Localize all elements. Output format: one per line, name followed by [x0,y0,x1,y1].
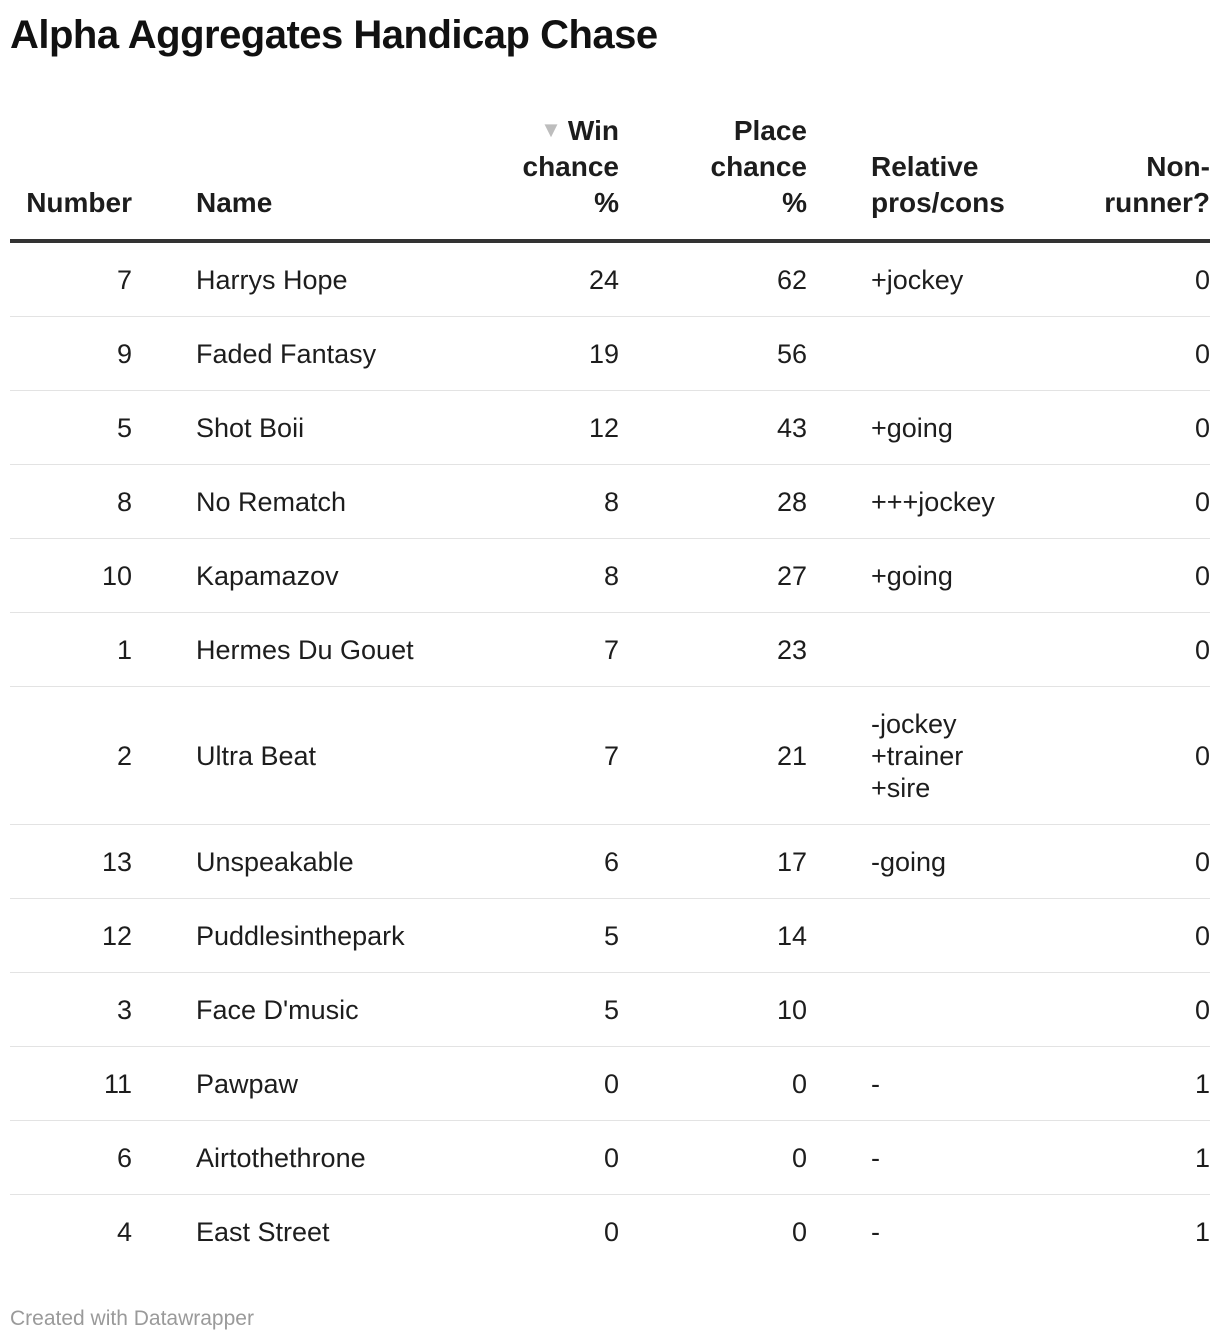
header-win-line-3: % [594,187,619,218]
cell-relative [807,317,1053,391]
cell-win-chance: 7 [496,687,619,825]
cell-name: Shot Boii [196,391,496,465]
cell-name: Face D'music [196,973,496,1047]
cell-non-runner: 0 [1053,465,1210,539]
cell-place-chance: 0 [619,1047,807,1121]
header-win-line-1: Win [567,115,619,146]
header-nr-line-2: runner? [1104,187,1210,218]
cell-number: 5 [10,391,132,465]
table-row [10,317,1210,391]
cell-non-runner: 0 [1053,973,1210,1047]
cell-non-runner: 0 [1053,687,1210,825]
table-row [10,539,1210,613]
cell-name: No Rematch [196,465,496,539]
cell-name: Harrys Hope [196,241,496,317]
table-row [10,825,1210,899]
cell-win-chance: 5 [496,973,619,1047]
cell-non-runner: 1 [1053,1121,1210,1195]
cell-non-runner: 0 [1053,539,1210,613]
header-rel-line-1: Relative [871,151,979,182]
header-place-chance[interactable] [619,112,807,241]
cell-win-chance: 8 [496,465,619,539]
table-row [10,687,1210,825]
cell-relative [807,899,1053,973]
attribution-footer: Created with Datawrapper [10,1307,254,1330]
cell-name: Unspeakable [196,825,496,899]
cell-name: Ultra Beat [196,687,496,825]
cell-number: 1 [10,613,132,687]
cell-relative: - [807,1047,1053,1121]
cell-non-runner: 0 [1053,241,1210,317]
cell-relative: +jockey [807,241,1053,317]
cell-relative: - [871,1216,880,1247]
header-name[interactable]: Name [196,112,496,241]
cell-win-chance: 7 [496,613,619,687]
cell-place-chance: 43 [619,391,807,465]
cell-place-chance: 14 [619,899,807,973]
cell-win-chance: 6 [496,825,619,899]
cell-name: Pawpaw [196,1047,496,1121]
header-number[interactable]: Number [10,112,132,241]
cell-relative: -going [807,825,1053,899]
cell-number: 10 [10,539,132,613]
cell-relative: - [807,1121,1053,1195]
cell-spacer [132,1121,196,1195]
cell-spacer [132,687,196,825]
cell-spacer [132,1047,196,1121]
cell-relative: +going [807,391,1053,465]
cell-number: 11 [10,1047,132,1121]
header-win-chance[interactable] [496,112,619,241]
chart-title: Alpha Aggregates Handicap Chase [10,13,658,57]
cell-relative [807,613,1053,687]
sort-descending-icon: ▼ [540,117,562,142]
cell-spacer [132,613,196,687]
cell-win-chance: 0 [603,1216,619,1247]
header-rel-line-2: pros/cons [871,187,1005,218]
header-place-line-2: chance [710,151,807,182]
cell-name: Hermes Du Gouet [196,613,496,687]
cell-spacer [132,973,196,1047]
cell-non-runner: 0 [1053,391,1210,465]
cell-non-runner: 0 [1053,317,1210,391]
cell-spacer [132,465,196,539]
cell-name: Puddlesinthepark [196,899,496,973]
table-row [10,1195,1210,1269]
header-spacer [132,112,196,241]
cell-number: 3 [10,973,132,1047]
cell-place-chance: 62 [619,241,807,317]
table-row [10,973,1210,1047]
header-nr-line-1: Non- [1146,151,1210,182]
cell-place-chance: 27 [619,539,807,613]
cell-number: 8 [10,465,132,539]
cell-non-runner: 1 [1194,1216,1210,1247]
cell-place-chance: 17 [619,825,807,899]
header-non-runner[interactable] [1053,112,1210,241]
cell-number: 13 [10,825,132,899]
cell-win-chance: 8 [496,539,619,613]
header-win-line-2: chance [522,151,619,182]
cell-relative: +going [807,539,1053,613]
cell-number: 4 [116,1216,132,1247]
cell-spacer [132,825,196,899]
table-row [10,465,1210,539]
cell-place-chance: 56 [619,317,807,391]
cell-name: Faded Fantasy [196,317,496,391]
table-row [10,899,1210,973]
results-table [10,112,1210,1268]
cell-win-chance: 0 [496,1121,619,1195]
cell-number: 7 [10,241,132,317]
table-row [10,1121,1210,1195]
cell-spacer [132,391,196,465]
cell-place-chance: 21 [619,687,807,825]
cell-win-chance: 12 [496,391,619,465]
cell-non-runner: 0 [1053,825,1210,899]
cell-spacer [132,241,196,317]
cell-non-runner: 1 [1053,1047,1210,1121]
table-row [10,241,1210,317]
cell-spacer [132,1195,196,1269]
cell-name: East Street [196,1216,330,1247]
cell-number: 12 [10,899,132,973]
cell-spacer [132,317,196,391]
cell-spacer [132,539,196,613]
table-row [10,1047,1210,1121]
cell-win-chance: 5 [496,899,619,973]
header-row [10,112,1210,241]
header-place-line-1: Place [733,115,807,146]
table-row [10,391,1210,465]
cell-non-runner: 0 [1053,613,1210,687]
cell-place-chance: 23 [619,613,807,687]
cell-place-chance: 0 [619,1121,807,1195]
cell-spacer [132,899,196,973]
cell-relative [807,973,1053,1047]
cell-place-chance: 10 [619,973,807,1047]
cell-win-chance: 24 [496,241,619,317]
table-body [10,241,1210,1268]
table-row [10,613,1210,687]
cell-win-chance: 19 [496,317,619,391]
cell-number: 6 [10,1121,132,1195]
header-relative[interactable] [807,112,1053,241]
cell-number: 2 [10,687,132,825]
cell-place-chance: 0 [791,1216,807,1247]
cell-win-chance: 0 [496,1047,619,1121]
cell-number: 9 [10,317,132,391]
cell-place-chance: 28 [619,465,807,539]
cell-name: Kapamazov [196,539,496,613]
header-place-line-3: % [782,187,807,218]
cell-relative: +++jockey [807,465,1053,539]
cell-name: Airtothethrone [196,1121,496,1195]
cell-non-runner: 0 [1053,899,1210,973]
cell-relative: -jockey +trainer +sire [807,687,1053,825]
